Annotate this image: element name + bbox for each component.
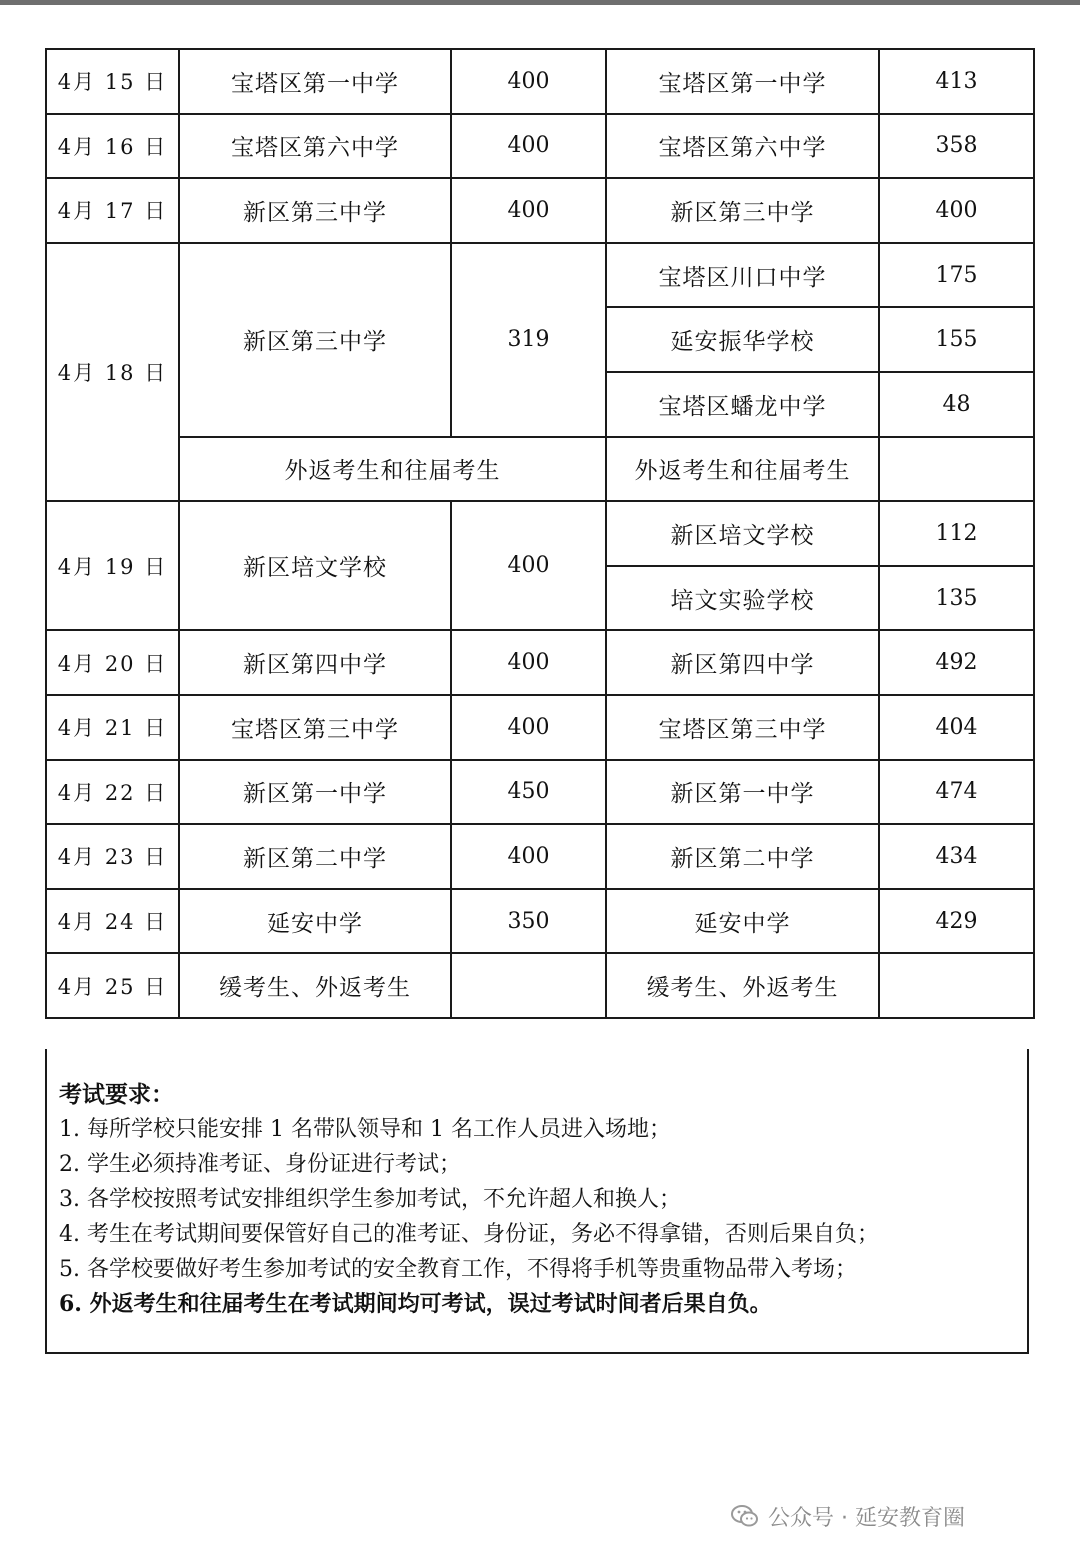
date-cell: 4月 24 日 — [46, 889, 179, 954]
date-cell: 4月 19 日 — [46, 501, 179, 630]
student-school-cell: 延安中学 — [606, 889, 879, 954]
scan-top-edge — [0, 0, 1080, 5]
requirement-item: 5. 各学校要做好考生参加考试的安全教育工作，不得将手机等贵重物品带入考场； — [59, 1257, 857, 1282]
exam-school-cell: 新区第一中学 — [179, 760, 451, 825]
exam-schedule-table — [45, 48, 1035, 1019]
exam-requirements — [45, 1049, 1029, 1354]
capacity-cell: 400 — [451, 114, 606, 179]
watermark-text: 公众号 · 延安教育圈 — [768, 1505, 965, 1531]
student-school-cell: 新区培文学校 — [606, 501, 879, 566]
requirement-item: 3. 各学校按照考试安排组织学生参加考试，不允许超人和换人； — [59, 1187, 681, 1212]
student-count-cell: 175 — [879, 243, 1034, 308]
student-school-cell: 缓考生、外返考生 — [606, 953, 879, 1018]
table-row — [46, 114, 1034, 179]
student-school-cell: 新区第一中学 — [606, 760, 879, 825]
table-row — [46, 243, 1034, 308]
student-school-cell: 宝塔区第三中学 — [606, 695, 879, 760]
student-school-cell: 新区第四中学 — [606, 630, 879, 695]
exam-school-cell: 新区培文学校 — [179, 501, 451, 630]
student-count-cell: 112 — [879, 501, 1034, 566]
student-school-cell: 宝塔区第六中学 — [606, 114, 879, 179]
date-cell: 4月 16 日 — [46, 114, 179, 179]
table-row — [46, 889, 1034, 954]
date-cell: 4月 21 日 — [46, 695, 179, 760]
capacity-cell: 319 — [451, 243, 606, 437]
exam-school-cell: 新区第三中学 — [179, 178, 451, 243]
student-school-cell: 新区第三中学 — [606, 178, 879, 243]
student-count-cell — [879, 953, 1034, 1018]
requirement-item: 4. 考生在考试期间要保管好自己的准考证、身份证，务必不得拿错，否则后果自负； — [59, 1222, 879, 1247]
wechat-watermark — [730, 1496, 965, 1536]
student-count-cell: 404 — [879, 695, 1034, 760]
student-count-cell: 48 — [879, 372, 1034, 437]
student-school-cell: 宝塔区第一中学 — [606, 49, 879, 114]
exam-school-cell: 新区第三中学 — [179, 243, 451, 437]
student-count-cell: 474 — [879, 760, 1034, 825]
student-count-cell: 434 — [879, 824, 1034, 889]
table-row — [46, 630, 1034, 695]
date-cell: 4月 23 日 — [46, 824, 179, 889]
requirement-item: 1. 每所学校只能安排 1 名带队领导和 1 名工作人员进入场地； — [59, 1117, 671, 1142]
exam-school-cell: 外返考生和往届考生 — [179, 437, 606, 502]
exam-school-cell: 宝塔区第一中学 — [179, 49, 451, 114]
capacity-cell: 450 — [451, 760, 606, 825]
date-cell: 4月 18 日 — [46, 243, 179, 501]
date-cell: 4月 22 日 — [46, 760, 179, 825]
exam-school-cell: 宝塔区第三中学 — [179, 695, 451, 760]
capacity-cell: 400 — [451, 178, 606, 243]
student-count-cell: 429 — [879, 889, 1034, 954]
capacity-cell: 400 — [451, 695, 606, 760]
table-row — [46, 49, 1034, 114]
capacity-cell: 400 — [451, 49, 606, 114]
table-row — [46, 501, 1034, 566]
exam-school-cell: 新区第四中学 — [179, 630, 451, 695]
student-school-cell: 新区第二中学 — [606, 824, 879, 889]
capacity-cell: 400 — [451, 630, 606, 695]
capacity-cell — [451, 953, 606, 1018]
requirements-title: 考试要求： — [59, 1081, 174, 1108]
student-school-cell: 培文实验学校 — [606, 566, 879, 631]
date-cell: 4月 20 日 — [46, 630, 179, 695]
student-count-cell: 492 — [879, 630, 1034, 695]
student-count-cell: 358 — [879, 114, 1034, 179]
student-count-cell: 155 — [879, 307, 1034, 372]
date-cell: 4月 15 日 — [46, 49, 179, 114]
student-count-cell: 413 — [879, 49, 1034, 114]
exam-school-cell: 延安中学 — [179, 889, 451, 954]
student-count-cell: 400 — [879, 178, 1034, 243]
requirement-item: 6. 外返考生和往届考生在考试期间均可考试，误过考试时间者后果自负。 — [59, 1291, 772, 1317]
student-school-cell: 延安振华学校 — [606, 307, 879, 372]
capacity-cell: 350 — [451, 889, 606, 954]
student-count-cell: 135 — [879, 566, 1034, 631]
student-school-cell: 宝塔区川口中学 — [606, 243, 879, 308]
student-school-cell: 宝塔区蟠龙中学 — [606, 372, 879, 437]
student-count-cell — [879, 437, 1034, 502]
wechat-icon — [730, 1501, 760, 1531]
table-row — [46, 760, 1034, 825]
table-row — [46, 953, 1034, 1018]
exam-school-cell: 缓考生、外返考生 — [179, 953, 451, 1018]
requirement-item: 2. 学生必须持准考证、身份证进行考试； — [59, 1152, 461, 1177]
capacity-cell: 400 — [451, 824, 606, 889]
table-row — [46, 437, 1034, 502]
student-school-cell: 外返考生和往届考生 — [606, 437, 879, 502]
table-row — [46, 695, 1034, 760]
capacity-cell: 400 — [451, 501, 606, 630]
exam-school-cell: 新区第二中学 — [179, 824, 451, 889]
table-row — [46, 824, 1034, 889]
date-cell: 4月 17 日 — [46, 178, 179, 243]
table-row — [46, 178, 1034, 243]
exam-school-cell: 宝塔区第六中学 — [179, 114, 451, 179]
date-cell: 4月 25 日 — [46, 953, 179, 1018]
